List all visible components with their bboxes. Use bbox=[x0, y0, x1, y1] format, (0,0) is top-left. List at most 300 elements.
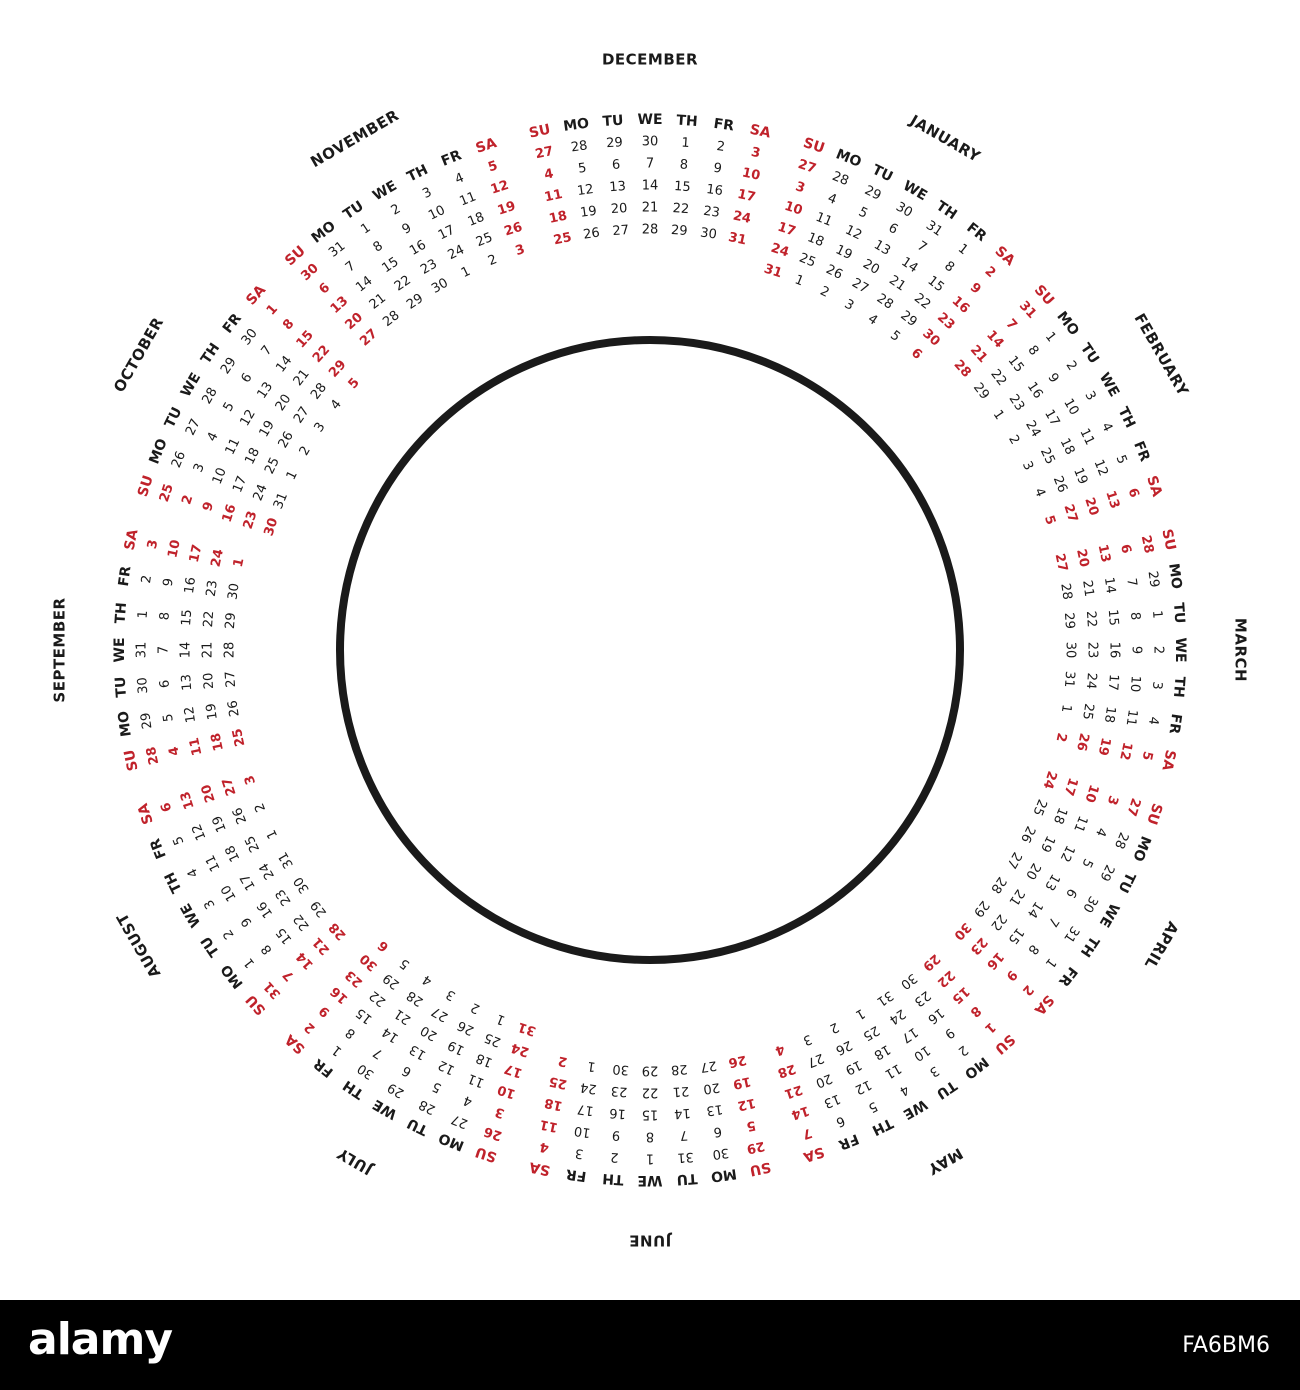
day-cell: 26 bbox=[1073, 731, 1092, 753]
day-cell: 29 bbox=[404, 290, 427, 313]
day-cell: 16 bbox=[948, 293, 973, 317]
day-cell: 24 bbox=[256, 860, 278, 882]
day-cell: 6 bbox=[833, 1112, 847, 1130]
day-cell: 1 bbox=[1041, 329, 1059, 346]
day-cell: 2 bbox=[179, 493, 197, 507]
day-cell: 31 bbox=[762, 261, 784, 282]
day-cell: 31 bbox=[726, 229, 748, 249]
day-cell: 7 bbox=[1044, 914, 1062, 930]
day-cell: 9 bbox=[160, 577, 177, 588]
day-cell: 22 bbox=[290, 910, 313, 934]
day-cell: 25 bbox=[229, 726, 249, 748]
month-name: MAY bbox=[924, 1144, 966, 1179]
weekday-header-tu: TU bbox=[869, 161, 896, 186]
day-cell: 4 bbox=[825, 190, 839, 208]
day-cell: 25 bbox=[482, 1029, 504, 1050]
day-cell: 17 bbox=[736, 186, 757, 206]
day-cell: 28 bbox=[380, 308, 403, 331]
day-cell: 7 bbox=[679, 1127, 689, 1143]
day-cell: 17 bbox=[1104, 673, 1121, 692]
weekday-header-su: SU bbox=[1143, 801, 1165, 827]
day-cell: 22 bbox=[201, 610, 218, 628]
day-cell: 15 bbox=[179, 608, 196, 627]
day-cell: 12 bbox=[852, 1076, 874, 1098]
day-cell: 4 bbox=[538, 1138, 551, 1156]
day-cell: 2 bbox=[388, 201, 404, 219]
day-cell: 25 bbox=[552, 229, 574, 249]
day-cell: 30 bbox=[225, 582, 243, 601]
weekday-header-su: SU bbox=[991, 1030, 1018, 1057]
day-cell: 22 bbox=[934, 966, 958, 991]
day-cell: 2 bbox=[252, 800, 270, 814]
day-cell: 30 bbox=[611, 1060, 630, 1078]
day-cell: 17 bbox=[576, 1100, 595, 1119]
day-cell: 21 bbox=[966, 342, 991, 366]
day-cell: 2 bbox=[981, 263, 999, 282]
day-cell: 28 bbox=[1057, 582, 1075, 601]
day-cell: 21 bbox=[1005, 886, 1028, 909]
day-cell: 24 bbox=[1039, 768, 1060, 791]
day-cell: 18 bbox=[1049, 805, 1070, 827]
day-cell: 12 bbox=[1056, 842, 1078, 865]
day-cell: 20 bbox=[1073, 547, 1092, 569]
day-cell: 6 bbox=[238, 370, 256, 386]
day-cell: 29 bbox=[919, 950, 943, 974]
day-cell: 28 bbox=[670, 1060, 689, 1078]
day-cell: 22 bbox=[910, 290, 934, 313]
day-cell: 7 bbox=[342, 258, 359, 276]
day-cell: 6 bbox=[1124, 486, 1142, 500]
day-cell: 3 bbox=[1148, 680, 1165, 691]
day-cell: 18 bbox=[543, 1094, 564, 1114]
day-cell: 15 bbox=[1004, 924, 1027, 947]
day-cell: 1 bbox=[1041, 954, 1059, 971]
day-cell: 19 bbox=[731, 1073, 753, 1092]
day-cell: 27 bbox=[449, 1110, 471, 1132]
day-cell: 4 bbox=[542, 166, 555, 183]
weekday-header-sa: SA bbox=[121, 527, 142, 552]
day-cell: 19 bbox=[1070, 465, 1091, 487]
day-cell: 3 bbox=[841, 296, 857, 314]
day-cell: 11 bbox=[186, 736, 206, 757]
weekday-header-fr: FR bbox=[147, 836, 170, 861]
day-cell: 30 bbox=[429, 275, 451, 297]
day-cell: 19 bbox=[495, 198, 518, 219]
weekday-header-mo: MO bbox=[833, 146, 864, 171]
day-cell: 17 bbox=[186, 543, 206, 564]
day-cell: 11 bbox=[1076, 426, 1098, 448]
month-october bbox=[109, 282, 366, 538]
month-july bbox=[282, 937, 538, 1179]
weekday-header-th: TH bbox=[933, 198, 960, 224]
day-cell: 20 bbox=[201, 672, 218, 690]
day-cell: 21 bbox=[391, 1005, 414, 1028]
day-cell: 6 bbox=[157, 679, 173, 689]
weekday-header-sa: SA bbox=[1143, 473, 1165, 499]
day-cell: 29 bbox=[861, 183, 884, 204]
day-cell: 9 bbox=[966, 280, 984, 298]
day-cell: 11 bbox=[465, 1070, 487, 1091]
day-cell: 29 bbox=[380, 969, 403, 992]
weekday-header-fr: FR bbox=[712, 115, 735, 135]
day-cell: 5 bbox=[397, 955, 413, 973]
weekday-header-th: TH bbox=[869, 1114, 896, 1139]
day-cell: 5 bbox=[160, 712, 177, 723]
weekday-header-tu: TU bbox=[198, 933, 224, 960]
day-cell: 28 bbox=[416, 1096, 439, 1117]
day-cell: 3 bbox=[1103, 793, 1121, 807]
weekday-header-sa: SA bbox=[748, 121, 773, 142]
month-february bbox=[950, 282, 1192, 527]
day-cell: 21 bbox=[200, 641, 216, 659]
day-cell: 28 bbox=[987, 873, 1010, 896]
day-cell: 30 bbox=[1079, 893, 1101, 915]
weekday-header-sa: SA bbox=[282, 1030, 309, 1057]
day-cell: 4 bbox=[204, 429, 222, 444]
day-cell: 5 bbox=[486, 158, 500, 176]
day-cell: 10 bbox=[740, 165, 762, 184]
weekday-header-fr: FR bbox=[439, 147, 464, 170]
weekday-header-th: TH bbox=[404, 161, 431, 186]
day-cell: 24 bbox=[886, 1005, 909, 1028]
day-cell: 28 bbox=[829, 168, 851, 190]
day-cell: 31 bbox=[134, 641, 150, 659]
day-cell: 26 bbox=[823, 262, 845, 283]
day-cell: 31 bbox=[270, 490, 292, 512]
day-cell: 22 bbox=[366, 987, 390, 1010]
day-cell: 23 bbox=[342, 966, 366, 991]
day-cell: 29 bbox=[641, 1062, 659, 1078]
day-cell: 10 bbox=[495, 1081, 518, 1102]
day-cell: 29 bbox=[605, 135, 624, 152]
day-cell: 5 bbox=[429, 1078, 444, 1096]
day-cell: 2 bbox=[609, 1148, 620, 1165]
day-cell: 6 bbox=[611, 157, 621, 173]
weekday-header-tu: TU bbox=[161, 404, 186, 431]
day-cell: 29 bbox=[1096, 861, 1117, 884]
day-cell: 7 bbox=[800, 1124, 814, 1142]
month-may bbox=[773, 950, 1018, 1178]
day-cell: 24 bbox=[731, 208, 753, 227]
day-cell: 4 bbox=[461, 1092, 475, 1110]
day-cell: 21 bbox=[290, 366, 313, 390]
day-cell: 11 bbox=[813, 209, 835, 230]
day-cell: 1 bbox=[283, 468, 301, 483]
weekday-header-sa: SA bbox=[135, 801, 157, 827]
day-cell: 4 bbox=[1092, 825, 1110, 839]
day-cell: 18 bbox=[208, 731, 227, 753]
day-cell: 2 bbox=[1018, 981, 1037, 999]
day-cell: 14 bbox=[983, 327, 1007, 352]
day-cell: 1 bbox=[792, 272, 806, 290]
day-cell: 9 bbox=[316, 1002, 334, 1020]
day-cell: 30 bbox=[950, 919, 974, 943]
day-cell: 28 bbox=[570, 138, 589, 156]
weekday-header-su: SU bbox=[527, 121, 552, 142]
day-cell: 11 bbox=[1122, 708, 1140, 727]
day-cell: 21 bbox=[309, 934, 334, 958]
day-cell: 4 bbox=[166, 745, 183, 758]
day-cell: 7 bbox=[1123, 577, 1140, 588]
weekday-header-tu: TU bbox=[1114, 869, 1139, 896]
weekday-header-we: WE bbox=[177, 370, 205, 400]
day-cell: 29 bbox=[1144, 570, 1162, 589]
day-cell: 2 bbox=[556, 1052, 569, 1070]
weekday-header-we: WE bbox=[370, 1095, 400, 1123]
day-cell: 18 bbox=[1100, 705, 1119, 724]
day-cell: 6 bbox=[907, 345, 925, 363]
weekday-header-tu: TU bbox=[112, 675, 131, 698]
day-cell: 2 bbox=[715, 138, 726, 155]
month-august bbox=[113, 773, 350, 1018]
day-cell: 10 bbox=[209, 465, 230, 487]
day-cell: 2 bbox=[486, 252, 500, 270]
day-cell: 6 bbox=[885, 220, 901, 238]
day-cell: 30 bbox=[261, 516, 282, 538]
day-cell: 3 bbox=[574, 1145, 585, 1162]
day-cell: 3 bbox=[793, 179, 807, 197]
day-cell: 25 bbox=[473, 230, 495, 251]
month-november bbox=[282, 106, 527, 352]
day-cell: 5 bbox=[170, 833, 188, 847]
day-cell: 19 bbox=[842, 1056, 865, 1078]
weekday-header-tu: TU bbox=[602, 112, 625, 131]
day-cell: 19 bbox=[833, 242, 855, 264]
day-cell: 3 bbox=[190, 461, 208, 475]
day-cell: 10 bbox=[1060, 396, 1082, 418]
day-cell: 27 bbox=[290, 404, 313, 427]
day-cell: 10 bbox=[573, 1122, 592, 1140]
day-cell: 3 bbox=[242, 773, 260, 787]
month-september bbox=[51, 528, 249, 773]
day-cell: 14 bbox=[379, 1023, 402, 1046]
weekday-header-mo: MO bbox=[308, 218, 339, 247]
day-cell: 27 bbox=[222, 670, 240, 689]
day-cell: 13 bbox=[705, 1100, 724, 1119]
weekday-header-mo: MO bbox=[1053, 308, 1082, 339]
day-cell: 1 bbox=[852, 1005, 868, 1023]
day-cell: 30 bbox=[699, 225, 718, 243]
day-cell: 2 bbox=[468, 999, 483, 1017]
day-cell: 27 bbox=[849, 275, 871, 297]
day-cell: 8 bbox=[1127, 611, 1143, 621]
day-cell: 8 bbox=[157, 611, 173, 621]
day-cell: 20 bbox=[1022, 860, 1044, 882]
day-cell: 8 bbox=[679, 157, 689, 173]
day-cell: 8 bbox=[258, 941, 276, 958]
day-cell: 27 bbox=[805, 1049, 827, 1070]
day-cell: 27 bbox=[1060, 502, 1081, 525]
day-cell: 30 bbox=[290, 873, 313, 896]
day-cell: 17 bbox=[775, 219, 798, 240]
day-cell: 24 bbox=[579, 1079, 598, 1097]
day-cell: 23 bbox=[702, 203, 721, 221]
weekday-header-su: SU bbox=[1030, 282, 1057, 309]
day-cell: 8 bbox=[1024, 342, 1042, 359]
month-name: JANUARY bbox=[906, 111, 984, 166]
day-cell: 24 bbox=[509, 1039, 532, 1060]
day-cell: 29 bbox=[670, 222, 689, 240]
day-cell: 31 bbox=[676, 1148, 695, 1165]
day-cell: 26 bbox=[230, 805, 251, 827]
month-name: MARCH bbox=[1231, 617, 1250, 683]
day-cell: 22 bbox=[672, 201, 690, 218]
day-cell: 1 bbox=[458, 263, 473, 282]
weekday-header-we: WE bbox=[177, 900, 205, 930]
weekday-header-su: SU bbox=[135, 473, 157, 499]
day-cell: 8 bbox=[645, 1128, 655, 1144]
day-cell: 1 bbox=[1148, 609, 1165, 620]
day-cell: 29 bbox=[1060, 611, 1078, 630]
day-cell: 4 bbox=[327, 397, 345, 413]
day-cell: 14 bbox=[641, 178, 659, 194]
day-cell: 12 bbox=[435, 1056, 458, 1078]
day-cell: 8 bbox=[1024, 941, 1042, 958]
day-cell: 22 bbox=[987, 366, 1010, 390]
day-cell: 15 bbox=[641, 1106, 659, 1122]
weekday-header-mo: MO bbox=[961, 1053, 992, 1082]
weekday-header-we: WE bbox=[370, 177, 400, 205]
day-cell: 9 bbox=[1044, 370, 1062, 386]
day-cell: 25 bbox=[1079, 702, 1097, 721]
day-cell: 3 bbox=[311, 419, 329, 436]
day-cell: 20 bbox=[342, 309, 366, 334]
month-december bbox=[528, 51, 773, 249]
day-cell: 29 bbox=[222, 611, 240, 630]
day-cell: 29 bbox=[745, 1137, 767, 1157]
weekday-header-fr: FR bbox=[1055, 963, 1081, 990]
day-cell: 13 bbox=[1041, 871, 1063, 893]
day-cell: 14 bbox=[353, 273, 376, 296]
day-cell: 4 bbox=[1098, 420, 1116, 435]
weekday-header-mo: MO bbox=[562, 115, 591, 135]
day-cell: 18 bbox=[871, 1041, 893, 1063]
day-cell: 20 bbox=[860, 256, 882, 278]
day-cell: 30 bbox=[919, 326, 943, 350]
day-cell: 28 bbox=[641, 222, 659, 238]
day-cell: 13 bbox=[254, 379, 277, 402]
day-cell: 11 bbox=[222, 435, 244, 458]
weekday-header-fr: FR bbox=[565, 1165, 588, 1185]
day-cell: 27 bbox=[183, 416, 204, 439]
weekday-header-mo: MO bbox=[146, 436, 171, 467]
day-cell: 20 bbox=[610, 201, 628, 218]
day-cell: 27 bbox=[796, 156, 818, 177]
day-cell: 24 bbox=[250, 482, 271, 504]
day-cell: 3 bbox=[513, 242, 527, 260]
weekday-header-su: SU bbox=[473, 1143, 499, 1165]
month-name: FEBRUARY bbox=[1130, 310, 1193, 400]
day-cell: 29 bbox=[969, 380, 992, 403]
weekday-header-we: WE bbox=[637, 1172, 663, 1188]
day-cell: 28 bbox=[950, 357, 974, 381]
day-cell: 23 bbox=[418, 256, 440, 278]
day-cell: 31 bbox=[923, 218, 946, 240]
day-cell: 28 bbox=[873, 290, 896, 313]
day-cell: 23 bbox=[1005, 391, 1028, 414]
day-cell: 12 bbox=[736, 1094, 757, 1114]
day-cell: 6 bbox=[158, 800, 176, 814]
weekday-header-tu: TU bbox=[340, 198, 367, 224]
day-cell: 11 bbox=[882, 1060, 904, 1082]
weekday-header-su: SU bbox=[801, 135, 827, 157]
day-cell: 15 bbox=[948, 983, 973, 1007]
day-cell: 28 bbox=[775, 1060, 798, 1081]
day-cell: 2 bbox=[1062, 358, 1080, 374]
day-cell: 4 bbox=[419, 971, 436, 989]
day-cell: 29 bbox=[218, 354, 240, 377]
day-cell: 16 bbox=[924, 1004, 947, 1027]
day-cell: 31 bbox=[1015, 298, 1040, 322]
day-cell: 14 bbox=[273, 353, 296, 376]
day-cell: 18 bbox=[547, 208, 569, 227]
weekday-header-sa: SA bbox=[991, 243, 1018, 270]
brand-logo: alamy bbox=[28, 1314, 172, 1365]
day-cell: 25 bbox=[242, 833, 264, 855]
day-cell: 24 bbox=[208, 547, 227, 569]
day-cell: 5 bbox=[856, 204, 871, 222]
day-cell: 29 bbox=[326, 357, 350, 381]
day-cell: 8 bbox=[966, 1002, 984, 1020]
weekday-header-fr: FR bbox=[1130, 439, 1153, 464]
day-cell: 19 bbox=[579, 203, 598, 221]
day-cell: 18 bbox=[1056, 435, 1078, 458]
day-cell: 8 bbox=[280, 316, 298, 334]
day-cell: 12 bbox=[1090, 457, 1111, 479]
day-cell: 16 bbox=[1106, 641, 1122, 659]
day-cell: 22 bbox=[391, 272, 414, 295]
month-name: AUGUST bbox=[112, 909, 165, 981]
day-cell: 6 bbox=[1117, 542, 1134, 555]
day-cell: 28 bbox=[222, 641, 238, 659]
day-cell: 2 bbox=[220, 926, 238, 942]
weekday-header-sa: SA bbox=[1158, 748, 1179, 773]
weekday-header-th: TH bbox=[340, 1076, 367, 1102]
footer-bar bbox=[0, 1300, 1300, 1390]
day-cell: 4 bbox=[184, 865, 202, 880]
day-cell: 13 bbox=[179, 673, 196, 692]
day-cell: 5 bbox=[1112, 453, 1130, 467]
image-id-label: FA6BM6 bbox=[1182, 1333, 1270, 1358]
day-cell: 3 bbox=[144, 538, 162, 551]
weekday-header-sa: SA bbox=[801, 1143, 827, 1165]
weekday-header-su: SU bbox=[1158, 527, 1179, 552]
weekday-header-th: TH bbox=[112, 601, 131, 625]
day-cell: 2 bbox=[1150, 645, 1166, 655]
day-cell: 7 bbox=[645, 156, 655, 172]
weekday-header-th: TH bbox=[1169, 675, 1188, 699]
day-cell: 16 bbox=[1023, 379, 1046, 402]
day-cell: 2 bbox=[1005, 432, 1023, 448]
day-cell: 22 bbox=[987, 910, 1010, 934]
day-cell: 20 bbox=[1081, 495, 1102, 518]
weekday-header-th: TH bbox=[1076, 933, 1102, 960]
day-cell: 28 bbox=[1137, 533, 1157, 555]
day-cell: 2 bbox=[1052, 731, 1070, 744]
weekday-header-su: SU bbox=[243, 991, 270, 1018]
day-cell: 27 bbox=[1051, 552, 1071, 574]
day-cell: 24 bbox=[1082, 672, 1099, 690]
day-cell: 18 bbox=[805, 230, 827, 251]
day-cell: 24 bbox=[768, 240, 791, 261]
day-cell: 14 bbox=[898, 254, 921, 277]
weekday-header-th: TH bbox=[675, 112, 699, 131]
day-cell: 31 bbox=[873, 987, 896, 1010]
day-cell: 28 bbox=[1110, 829, 1132, 851]
day-cell: 26 bbox=[726, 1051, 748, 1071]
day-cell: 20 bbox=[813, 1070, 835, 1091]
day-cell: 9 bbox=[712, 160, 723, 177]
